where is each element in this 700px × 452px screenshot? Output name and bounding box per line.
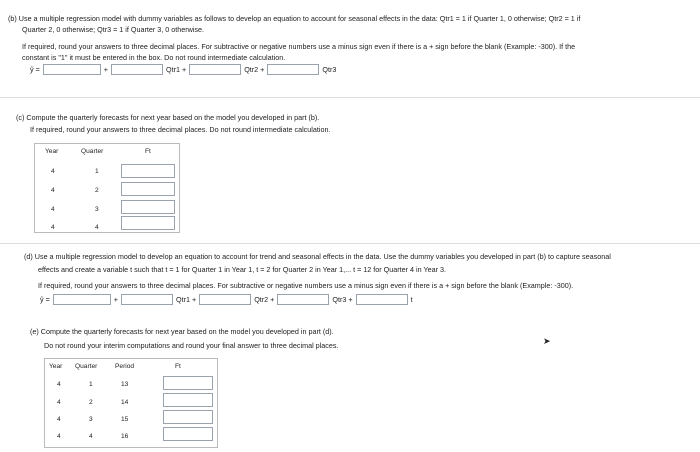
yhat-label: ŷ =	[30, 65, 40, 74]
plus-sign: +	[113, 295, 118, 304]
part-b-line4: constant is "1" it must be entered in the box. Do not round intermediate calculation.	[22, 53, 286, 62]
year-cell: 4	[57, 433, 61, 440]
part-b-line3: If required, round your answers to three decimal places. For subtractive or negative numbers use a minus sign even if there is a + sign before the blank (Example: -300). If the	[22, 42, 576, 51]
quarter-cell: 3	[89, 416, 93, 423]
year-cell: 4	[51, 168, 55, 175]
part-b-qtr1-input[interactable]	[111, 64, 163, 75]
part-d-qtr3-input[interactable]	[277, 294, 329, 305]
part-d-line3: If required, round your answers to three decimal places. For subtractive or negative numbers use a minus sign even if there is a + sign before the blank (Example: -300).	[38, 281, 574, 290]
part-b-qtr2-input[interactable]	[189, 64, 241, 75]
quarter-cell: 1	[95, 168, 99, 175]
part-c-ft-input[interactable]	[121, 200, 175, 214]
part-e-table	[44, 358, 218, 448]
header-ft: Ft	[145, 148, 151, 155]
part-b-qtr3-input[interactable]	[267, 64, 319, 75]
qtr1-label: Qtr1 +	[176, 295, 197, 304]
quarter-cell: 4	[89, 433, 93, 440]
plus-sign: +	[103, 65, 108, 74]
part-e-ft-input[interactable]	[163, 427, 213, 441]
quarter-cell: 3	[95, 206, 99, 213]
part-c-ft-input[interactable]	[121, 164, 175, 178]
part-d-line1: (d) Use a multiple regression model to develop an equation to account for trend and seasonal effects in the data. Use the dummy variables you developed in part (b) to capture seasonal	[24, 252, 611, 261]
year-cell: 4	[51, 206, 55, 213]
part-e-line1: (e) Compute the quarterly forecasts for next year based on the model you developed in part (d).	[30, 327, 334, 336]
part-d-line2: effects and create a variable t such that t = 1 for Quarter 1 in Year 1, t = 2 for Quarter 2 in Year 1,... t = 12 for Quarter 4 in Year 3.	[38, 265, 446, 274]
part-b-line2: Quarter 2, 0 otherwise; Qtr3 = 1 if Quarter 3, 0 otherwise.	[22, 25, 204, 34]
year-cell: 4	[51, 224, 55, 231]
period-cell: 14	[121, 399, 129, 406]
divider	[0, 243, 700, 244]
part-d-equation	[40, 294, 413, 305]
part-b-equation	[30, 64, 336, 75]
part-d-qtr1-input[interactable]	[121, 294, 173, 305]
year-cell: 4	[51, 187, 55, 194]
part-b-constant-input[interactable]	[43, 64, 101, 75]
part-d-qtr2-input[interactable]	[199, 294, 251, 305]
part-b-line1: (b) Use a multiple regression model with dummy variables as follows to develop an equation to account for seasonal effects in the data: Qtr1 = 1 if Quarter 1, 0 otherwise; Qtr2 = 1 if	[8, 14, 581, 23]
quarter-cell: 4	[95, 224, 99, 231]
period-cell: 16	[121, 433, 129, 440]
qtr1-label: Qtr1 +	[166, 65, 187, 74]
year-cell: 4	[57, 381, 61, 388]
period-cell: 15	[121, 416, 129, 423]
part-d-t-input[interactable]	[356, 294, 408, 305]
mouse-cursor-icon: ➤	[543, 336, 551, 346]
header-quarter: Quarter	[75, 363, 98, 370]
header-quarter: Quarter	[81, 148, 104, 155]
header-period: Period	[115, 363, 135, 370]
part-e-ft-input[interactable]	[163, 410, 213, 424]
qtr3-label: Qtr3	[322, 65, 337, 74]
qtr2-label: Qtr2 +	[244, 65, 265, 74]
qtr3-label: Qtr3 +	[332, 295, 353, 304]
year-cell: 4	[57, 416, 61, 423]
header-ft: Ft	[175, 363, 181, 370]
quarter-cell: 2	[95, 187, 99, 194]
part-c-line2: If required, round your answers to three decimal places. Do not round intermediate calculation.	[30, 125, 331, 134]
period-cell: 13	[121, 381, 129, 388]
part-c-ft-input[interactable]	[121, 216, 175, 230]
divider	[0, 97, 700, 98]
part-c-line1: (c) Compute the quarterly forecasts for next year based on the model you developed in part (b).	[16, 113, 320, 122]
quarter-cell: 1	[89, 381, 93, 388]
year-cell: 4	[57, 399, 61, 406]
header-year: Year	[45, 148, 59, 155]
part-c-ft-input[interactable]	[121, 182, 175, 196]
part-c-table	[34, 143, 180, 233]
part-e-line2: Do not round your interim computations and round your final answer to three decimal places.	[44, 341, 339, 350]
part-e-ft-input[interactable]	[163, 393, 213, 407]
part-d-constant-input[interactable]	[53, 294, 111, 305]
part-e-ft-input[interactable]	[163, 376, 213, 390]
t-label: t	[410, 295, 413, 304]
quarter-cell: 2	[89, 399, 93, 406]
yhat-label: ŷ =	[40, 295, 50, 304]
qtr2-label: Qtr2 +	[254, 295, 275, 304]
header-year: Year	[49, 363, 63, 370]
